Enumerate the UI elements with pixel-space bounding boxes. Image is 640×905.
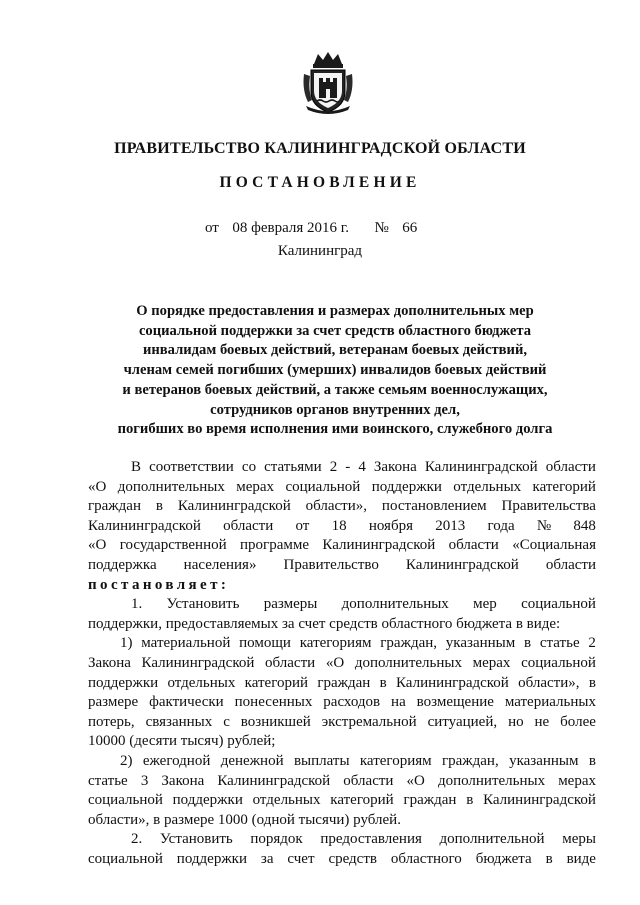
body-word: бюджета <box>475 850 532 867</box>
body-line <box>88 497 596 517</box>
number-sign: № <box>374 220 389 236</box>
body-word: соответствии <box>149 459 234 475</box>
subject-line: инвалидам боевых действий, ветеранам боевых действий, <box>142 342 528 359</box>
body-word: дополнительных <box>354 654 462 671</box>
body-word: граждан, <box>380 635 438 652</box>
body-word: помощи <box>239 635 291 652</box>
body-line <box>88 752 596 772</box>
document-type-title: ПОСТАНОВЛЕНИЕ <box>219 174 421 191</box>
body-word: категориям <box>299 635 372 652</box>
body-word: в <box>588 752 596 769</box>
body-word: но <box>508 713 524 730</box>
body-word: в <box>379 674 387 691</box>
body-word: в <box>588 674 596 691</box>
body-line <box>88 693 596 713</box>
body-line <box>88 536 596 556</box>
body-word: категорий <box>244 674 309 691</box>
body-word: социальной <box>285 478 361 495</box>
body-word: от <box>295 517 310 534</box>
body-word: мерах <box>236 478 275 495</box>
subject-line: сотрудников органов внутренних дел, <box>210 401 460 418</box>
body-word: расходов <box>323 694 381 711</box>
body-word: 18 <box>331 517 347 534</box>
document-subject <box>100 302 570 440</box>
body-word: мерах <box>472 654 511 671</box>
body-word: размере <box>88 694 139 711</box>
body-word: поддержки <box>371 478 442 495</box>
body-word: выплаты <box>293 752 350 769</box>
document-body <box>88 458 596 869</box>
body-word: Закона <box>373 459 417 475</box>
body-word: 1. <box>131 596 143 613</box>
document-date: 08 февраля 2016 г. <box>232 220 349 236</box>
body-word: 2 <box>329 459 338 475</box>
body-word: № <box>536 517 552 534</box>
body-word: - <box>345 459 351 475</box>
body-word: фактически <box>149 694 224 711</box>
body-word: В <box>131 459 142 475</box>
body-line <box>88 772 596 792</box>
body-line <box>88 634 596 654</box>
body-line <box>88 674 596 694</box>
body-word: связанных <box>145 713 213 730</box>
body-word: в <box>524 635 532 652</box>
body-word: области <box>223 517 274 534</box>
body-word: категорий <box>330 792 394 809</box>
body-word: граждан <box>403 792 457 809</box>
body-word: года <box>487 517 515 534</box>
body-line <box>88 458 596 478</box>
body-word: отдельных <box>252 792 321 809</box>
body-word: 2) <box>120 752 133 769</box>
body-word: ситуацией, <box>427 713 498 730</box>
body-word: области», <box>518 674 580 691</box>
body-word: не <box>534 713 550 730</box>
body-line <box>88 830 596 850</box>
subject-line: О порядке предоставления и размерах дополнительных мер <box>136 303 534 319</box>
body-word: Калининградской <box>177 498 291 515</box>
body-word: счет <box>287 850 315 867</box>
body-word: социальной <box>88 850 163 867</box>
body-word: Закона <box>161 772 205 789</box>
body-word: поддержка <box>88 556 157 573</box>
body-word: возмещение <box>416 694 494 711</box>
body-word: с <box>223 713 230 730</box>
subject-line: социальной поддержки за счет средств областного бюджета <box>138 322 532 339</box>
body-word: поддержки <box>176 850 247 867</box>
body-word: 2 <box>588 635 596 652</box>
body-word: Калининградской <box>217 772 331 789</box>
body-word: государственной <box>119 537 227 554</box>
body-word: отдельных <box>453 478 522 495</box>
body-line <box>88 654 596 674</box>
body-word: Калининградской <box>483 792 596 809</box>
body-word: области <box>448 537 499 554</box>
body-word: дополнительных <box>341 596 449 613</box>
body-word: 4 <box>358 459 366 475</box>
body-word: категориям <box>359 752 432 769</box>
body-word: области <box>343 772 394 789</box>
body-word: Калининградской <box>424 459 538 475</box>
body-line <box>88 791 596 811</box>
government-title: ПРАВИТЕЛЬСТВО КАЛИНИНГРАДСКОЙ ОБЛАСТИ <box>114 140 526 157</box>
document-number: 66 <box>402 220 418 236</box>
body-word: статье <box>539 635 580 652</box>
subject-line: и ветеранов боевых действий, а также семьям военнослужащих, <box>122 381 548 398</box>
body-word: области <box>265 654 316 671</box>
body-word: в <box>545 850 553 867</box>
body-word: «О <box>325 654 345 671</box>
body-word: в <box>155 498 163 515</box>
body-word: статье <box>88 772 128 789</box>
body-line <box>88 517 596 537</box>
body-word: денежной <box>220 752 284 769</box>
body-word: экстремальной <box>321 713 417 730</box>
body-word: ежегодной <box>142 752 211 769</box>
body-word: поддержки <box>88 674 159 691</box>
body-word: «О <box>88 478 107 495</box>
subject-line: погибших во время исполнения ими воинского, служебного долга <box>117 421 553 438</box>
body-word: размеры <box>263 596 318 613</box>
body-word: указанным <box>445 635 516 652</box>
body-word: понесенных <box>234 694 313 711</box>
body-word: Правительство <box>283 556 379 573</box>
body-word: области», <box>305 498 368 515</box>
body-word: Закона <box>88 654 131 671</box>
body-word: материальной <box>141 635 231 652</box>
body-word: за <box>260 850 274 867</box>
body-word: Установить <box>159 831 233 848</box>
body-word: Калининградской <box>88 517 201 534</box>
body-word: более <box>560 713 596 730</box>
body-word: предоставления <box>320 831 422 848</box>
body-word: «О <box>88 537 107 554</box>
body-word: на <box>391 694 406 711</box>
body-word: категорий <box>532 478 596 495</box>
body-line <box>88 478 596 498</box>
body-word: отдельных <box>167 674 236 691</box>
body-word: средств <box>328 850 377 867</box>
body-word: 3 <box>140 772 149 789</box>
body-word: со <box>241 459 257 475</box>
body-word: социальной <box>521 596 596 613</box>
body-word: мерах <box>558 772 596 789</box>
body-word: граждан, <box>441 752 499 769</box>
body-line: области», в размере 1000 (одной тысячи) рублей. <box>88 811 401 828</box>
date-number-line <box>205 220 417 237</box>
date-prefix: от <box>205 220 219 236</box>
body-word: области <box>545 459 596 475</box>
body-word: постановлением <box>381 498 487 515</box>
body-word: Правительства <box>501 498 596 515</box>
body-word: «Социальная <box>512 537 596 554</box>
body-word: Калининградской <box>395 674 509 691</box>
body-word: Калининградской <box>141 654 255 671</box>
body-word: Установить <box>166 596 240 613</box>
body-word: дополнительных <box>437 772 546 789</box>
body-word: Калининградской <box>322 537 436 554</box>
body-word: дополнительных <box>117 478 225 495</box>
body-word: 2. <box>131 831 143 848</box>
body-word: Калининградской <box>405 556 519 573</box>
kaliningrad-coat-of-arms-icon <box>300 50 356 114</box>
body-word: области <box>545 556 596 573</box>
body-line: поддержки, предоставляемых за счет средств областного бюджета в виде: <box>88 615 561 632</box>
body-word: социальной <box>521 654 596 671</box>
body-word: 1) <box>120 635 133 652</box>
body-line <box>88 595 596 615</box>
body-word: виде <box>566 850 596 867</box>
body-word: программе <box>240 537 310 554</box>
body-word: указанным <box>509 752 579 769</box>
body-word: граждан <box>317 674 371 691</box>
body-word: мер <box>473 596 497 613</box>
body-word: материальных <box>504 694 596 711</box>
body-word: населения» <box>183 556 257 573</box>
body-word: 2013 <box>435 517 466 534</box>
body-line <box>88 850 596 870</box>
body-word: потерь, <box>88 713 135 730</box>
body-word: 848 <box>573 517 596 534</box>
body-word: областного <box>390 850 462 867</box>
body-line: постановляет: <box>88 576 230 593</box>
body-word: поддержки <box>172 792 243 809</box>
subject-line: членам семей погибших (умерших) инвалидов боевых действий <box>123 362 547 379</box>
body-line <box>88 556 596 576</box>
body-word: социальной <box>88 792 163 809</box>
body-word: порядок <box>250 831 303 848</box>
body-word: возникшей <box>240 713 311 730</box>
body-line: 10000 (десяти тысяч) рублей; <box>88 733 276 750</box>
body-word: статьями <box>264 459 322 475</box>
body-word: ноября <box>368 517 413 534</box>
body-line <box>88 713 596 733</box>
city-name: Калининград <box>277 243 363 259</box>
body-word: в <box>466 792 474 809</box>
body-word: граждан <box>88 498 141 515</box>
body-word: меры <box>562 831 596 848</box>
body-word: дополнительной <box>439 831 545 848</box>
body-word: «О <box>406 772 425 789</box>
